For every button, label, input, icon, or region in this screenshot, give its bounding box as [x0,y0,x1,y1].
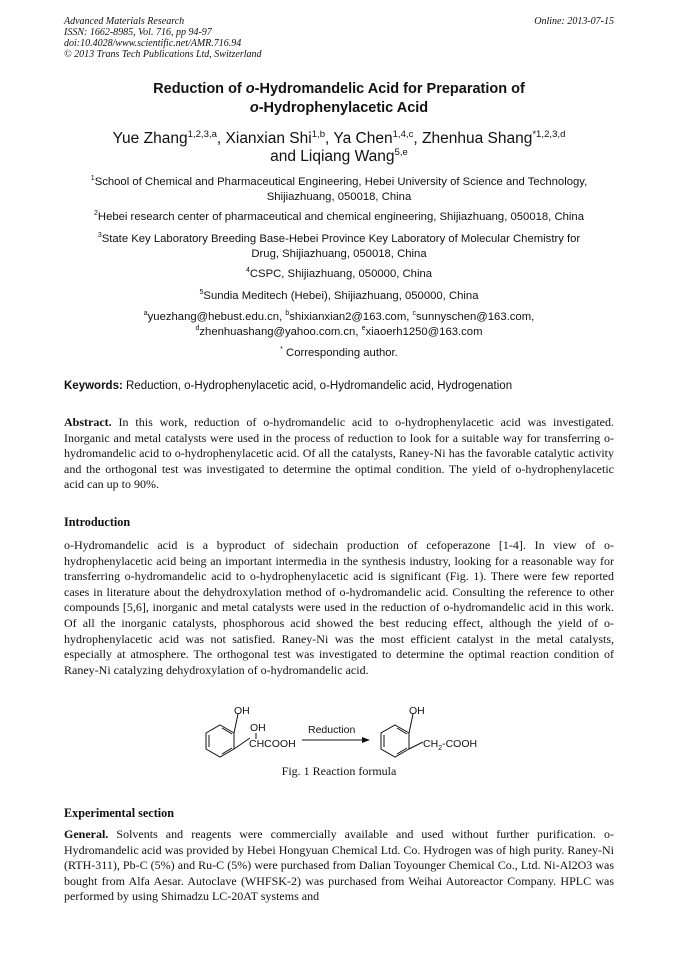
email-link[interactable]: xiaoerh1250@163.com [365,325,483,338]
chain-right-sub: 2 [438,745,443,752]
corresponding-note [64,346,614,361]
experimental-text: Solvents and reagents were commercially available and used without further purification. o-Hydromandelic acid was provided by Hebei Hongyuan Chemical Ltd. Co. Hydrogen was of high purity. Raney-Ni (RTH-311), Pb-C (5%) and Ru-C (5%) were purchased from Dalian Toyounger Chemical Co., Ltd. Ni-Al2O3 was bought from Alfa Aesar. Autoclave (WHFSK-2) was purchased from Weihai Autoreactor Company. HPLC was performed by using Shimadzu LC-20AT systems and [64,827,614,904]
chain-right-cooh: -COOH [442,738,478,750]
aff-sup: 3 [97,232,102,240]
affiliation-3 [64,232,614,261]
affiliation-2 [64,210,614,225]
doi-line: doi:10.4028/www.scientific.net/AMR.716.94 [64,38,242,49]
author-sep: , [413,130,422,147]
figure-caption: Fig. 1 Reaction formula [281,764,397,778]
oh-label-mid: OH [250,722,266,734]
email-sup: a [143,310,148,318]
author-name: Ya Chen [333,130,393,147]
author-list [64,130,614,166]
email-link[interactable]: yuezhang@hebust.edu.cn, [147,311,286,323]
affiliation-4 [64,267,614,282]
aff-text: Shijiazhuang, 050018, China [266,190,412,203]
author-name: Zhenhua Shang [422,130,533,147]
aff-text: CSPC, Shijiazhuang, 050000, China [249,268,433,280]
asterisk: * [280,346,283,354]
abstract-label: Abstract. [64,415,112,429]
author-sup: 5,e [394,146,408,158]
chain-left: CHCOOH [249,738,296,750]
oh-label-left: OH [234,705,250,717]
experimental-heading: Experimental section [64,806,175,820]
author-sup: *1,2,3,d [532,128,566,140]
arrow-label: Reduction [308,724,356,736]
benzene-ring-right [381,725,409,757]
aff-text: Hebei research center of pharmaceutical and chemical engineering, Shijiazhuang, 050018, China [97,211,584,223]
chain-right-ch: CH [423,738,439,750]
title-text: Reduction of [153,81,246,97]
author-sup: 1,2,3,a [187,128,217,140]
abstract [64,415,614,493]
author-sup: 1,b [311,128,326,140]
aff-sup: 5 [199,289,204,297]
keywords-text: Reduction, o-Hydrophenylacetic acid, o-Hydromandelic acid, Hydrogenation [122,380,513,392]
aff-sup: 2 [94,210,98,218]
author-sep: , [216,130,226,147]
arrow-head [362,737,370,743]
intro-heading: Introduction [64,515,131,529]
email-sup: c [412,310,417,318]
reaction-formula [190,702,490,762]
bond [409,742,423,749]
title-text: -Hydromandelic Acid for Preparation of [254,81,525,97]
experimental-paragraph [64,827,614,905]
aff-sup: 1 [90,175,95,183]
intro-paragraph: o-Hydromandelic acid is a byproduct of sidechain production of cefoperazone [1-4]. In view of o-hydrophenylacetic acid being an important intermedia in the synthesis industry, looking for a reasonable way for transferring o-hydromandelic acid to o-hydrophenylacetic acid is significant (Fig. 1). There were few reported cases in literature about the dehydroxylation method of o-hydromandelic acid. Consulting the reference to other compounds [5,6], inorganic and metal catalysts were used in the reduction of o-hydromandelic acid in this work. Of all the inorganic catalysts, phosphorous acid showed the best reducing effect, although the yield of o-hydrophenylacetic acid was not satisfied. Raney-Ni was the most efficient catalyst in the metal catalysts, especially at atmosphere. The orthogonal test was investigated to determine the optimal reaction condition of Raney-Ni catalyzing dehydroxylation of o-hydromandelic acid. [64,538,614,677]
chain-right [423,738,477,752]
author-sep: , [325,130,334,147]
affiliation-5 [64,289,614,304]
online-date: Online: 2013-07-15 [534,16,614,27]
email-sup: e [361,324,366,332]
email-sup: d [195,324,200,332]
keywords [64,380,624,392]
issn-line: ISSN: 1662-8985, Vol. 716, pp 94-97 [64,27,212,38]
abstract-text: In this work, reduction of o-hydromandelic acid to o-hydrophenylacetic acid was investigated. Inorganic and metal catalysts were used in the process of reduction to look for a suitable way for transferring o-hydromandelic acid to o-hydrophenylacetic acid. Of all the catalysts, Raney-Ni has the favorable catalytic activity and the orthogonal test was investigated to determine the optimal condition. The yield of o-hydrophenylacetic acid can up to 90%. [64,415,614,492]
aff-text: Drug, Shijiazhuang, 050018, China [251,247,427,260]
paper-title [64,80,614,118]
aff-sup: 4 [245,267,250,275]
email-link[interactable]: sunnyschen@163.com, [416,311,535,323]
aff-text: Sundia Meditech (Hebei), Shijiazhuang, 050000, China [203,290,479,302]
benzene-ring-left [206,725,234,757]
journal-header [64,16,262,60]
oh-label-right: OH [409,705,425,717]
keywords-label: Keywords: [64,380,123,392]
aff-text: State Key Laboratory Breeding Base-Hebei Province Key Laboratory of Molecular Chemistry for [101,233,581,245]
journal-name: Advanced Materials Research [64,16,185,27]
aff-text: School of Chemical and Pharmaceutical Engineering, Hebei University of Science and Technology, [94,176,588,188]
author-name: Yue Zhang [112,130,188,147]
title-italic: o [245,81,255,97]
email-link[interactable]: shixianxian2@163.com, [289,311,413,323]
author-name: Xianxian Shi [225,130,312,147]
copyright-line: © 2013 Trans Tech Publications Ltd, Switzerland [64,49,262,60]
author-sup: 1,4,c [392,128,414,140]
title-text: -Hydrophenylacetic Acid [258,100,429,116]
title-italic: o [249,100,259,116]
bond [234,738,250,749]
affiliation-1 [64,175,614,204]
corresponding-text: Corresponding author. [286,347,398,359]
email-link[interactable]: zhenhuashang@yahoo.com.cn, [199,325,362,338]
email-block [64,310,614,339]
general-label: General. [64,827,109,841]
email-sup: b [285,310,290,318]
author-name: and Liqiang Wang [270,148,395,165]
